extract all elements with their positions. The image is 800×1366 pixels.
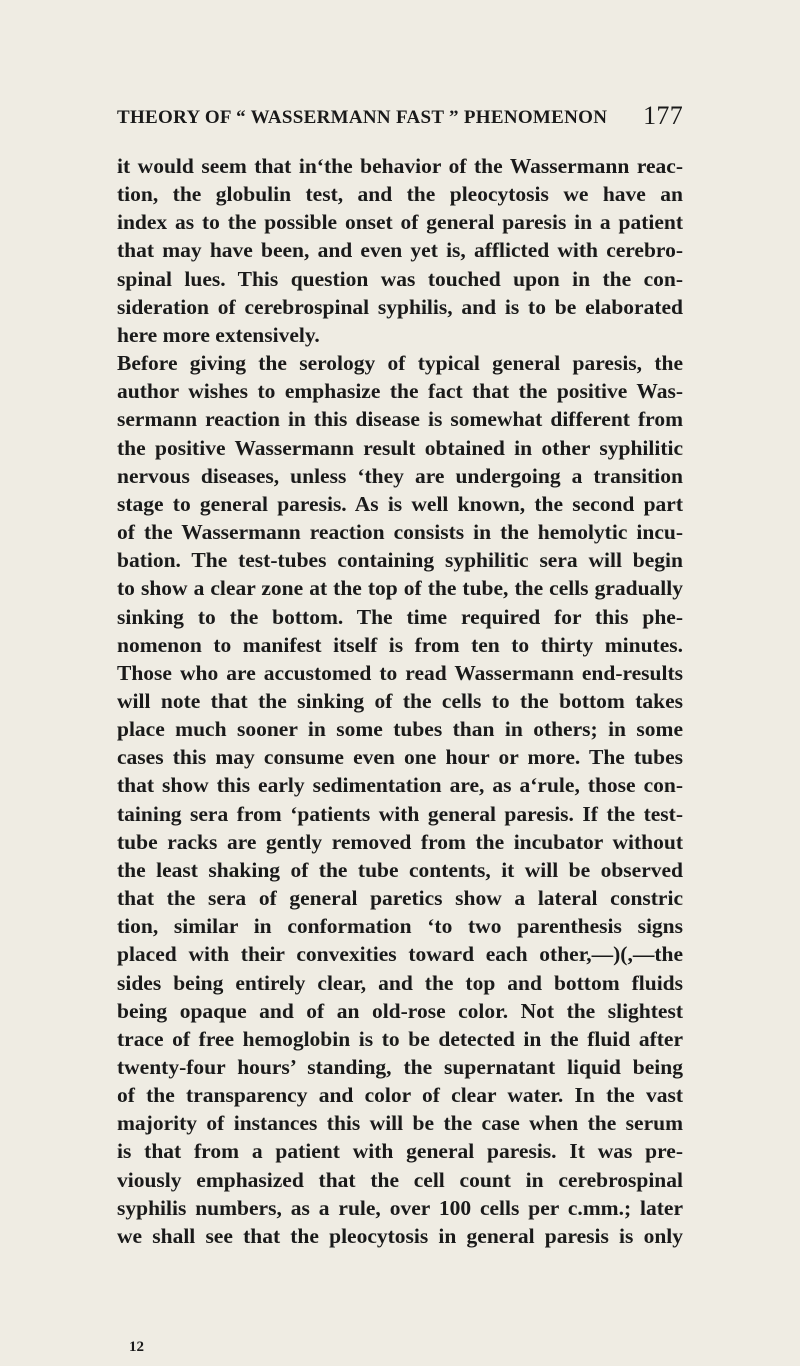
text-line: viously emphasized that the cell count in cerebrospinal xyxy=(117,1167,683,1192)
text-line: tion, the globulin test, and the pleocytosis we have an xyxy=(117,182,683,207)
text-line: to show a clear zone at the top of the tube, the cells gradually xyxy=(117,576,683,601)
text-line: author wishes to emphasize the fact that the positive Was- xyxy=(117,379,683,404)
text-line: majority of instances this will be the case when the serum xyxy=(117,1111,683,1136)
text-line: placed with their convexities toward each other,—)(,—the xyxy=(117,942,683,967)
chapter-title: THEORY OF “ WASSERMANN FAST ” PHENOMENON xyxy=(117,107,608,128)
text-line: we shall see that the pleocytosis in general paresis is only xyxy=(117,1223,683,1248)
text-line: spinal lues. This question was touched upon in the con- xyxy=(117,266,683,291)
text-line: is that from a patient with general paresis. It was pre- xyxy=(117,1139,683,1164)
signature-mark: 12 xyxy=(129,1339,144,1355)
text-line: here more extensively. xyxy=(117,322,320,347)
text-line: Before giving the serology of typical general paresis, the xyxy=(117,351,683,376)
running-head xyxy=(117,101,683,135)
text-line: sinking to the bottom. The time required for this phe- xyxy=(117,604,683,629)
text-line: tube racks are gently removed from the incubator without xyxy=(117,829,683,854)
text-line: of the Wassermann reaction consists in the hemolytic incu- xyxy=(117,520,683,545)
text-line: tion, similar in conformation ‘to two parenthesis signs xyxy=(117,914,683,939)
text-line: sermann reaction in this disease is somewhat different from xyxy=(117,407,683,432)
text-line: index as to the possible onset of general paresis in a patient xyxy=(117,210,683,235)
text-line: Those who are accustomed to read Wassermann end-results xyxy=(117,660,683,685)
text-line: twenty-four hours’ standing, the supernatant liquid being xyxy=(117,1055,683,1079)
text-line: sides being entirely clear, and the top and bottom fluids xyxy=(117,970,683,995)
text-line: bation. The test-tubes containing syphilitic sera will begin xyxy=(117,548,683,573)
text-line: nomenon to manifest itself is from ten to thirty minutes. xyxy=(117,632,683,657)
text-line: stage to general paresis. As is well known, the second part xyxy=(117,491,683,516)
text-line: cases this may consume even one hour or more. The tubes xyxy=(117,745,683,770)
text-line: syphilis numbers, as a rule, over 100 cells per c.mm.; later xyxy=(117,1195,683,1220)
body-text xyxy=(117,152,683,1250)
text-line: place much sooner in some tubes than in others; in some xyxy=(117,717,683,742)
text-line: being opaque and of an old-rose color. Not the slightest xyxy=(117,998,683,1023)
text-line: it would seem that in‘the behavior of the Wassermann reac- xyxy=(117,154,683,178)
text-line: sideration of cerebrospinal syphilis, and is to be elaborated xyxy=(117,294,683,319)
text-line: the least shaking of the tube contents, it will be observed xyxy=(117,857,683,882)
text-line: that the sera of general paretics show a lateral constric xyxy=(117,886,683,911)
text-line: that may have been, and even yet is, afflicted with cerebro- xyxy=(117,238,683,263)
text-line: that show this early sedimentation are, as a‘rule, those con- xyxy=(117,773,683,798)
text-line: nervous diseases, unless ‘they are undergoing a transition xyxy=(117,463,683,488)
text-line: of the transparency and color of clear water. In the vast xyxy=(117,1083,683,1108)
text-line: will note that the sinking of the cells to the bottom takes xyxy=(117,688,683,713)
text-line: trace of free hemoglobin is to be detected in the fluid after xyxy=(117,1026,683,1051)
text-line: taining sera from ‘patients with general paresis. If the test- xyxy=(117,801,683,826)
text-line: the positive Wassermann result obtained in other syphilitic xyxy=(117,435,683,460)
page-number: 177 xyxy=(643,101,683,130)
